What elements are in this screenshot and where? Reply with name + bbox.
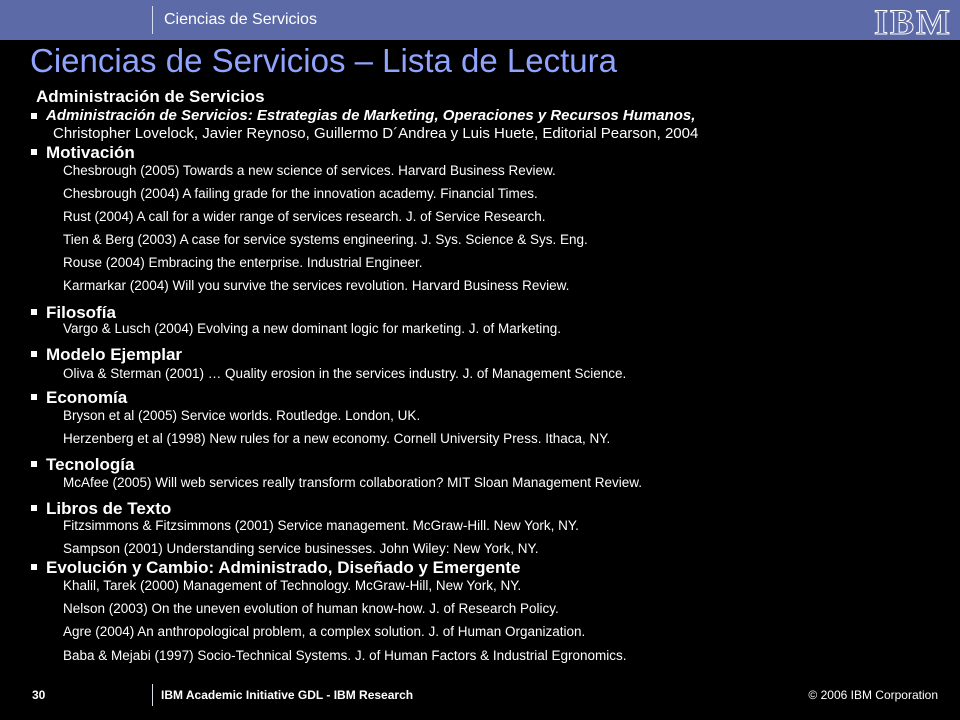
section-subtitle: Administración de Servicios	[36, 87, 265, 106]
reference-item: McAfee (2005) Will web services really transform collaboration? MIT Sloan Management Review.	[63, 475, 642, 490]
section-heading: Modelo Ejemplar	[46, 345, 183, 364]
ibm-logo: IBM	[874, 2, 952, 42]
footer-divider	[152, 684, 153, 706]
section-heading: Evolución y Cambio: Administrado, Diseñado y Emergente	[46, 558, 521, 577]
reference-item: Vargo & Lusch (2004) Evolving a new dominant logic for marketing. J. of Marketing.	[63, 321, 561, 336]
reference-item: Rust (2004) A call for a wider range of services research. J. of Service Research.	[63, 209, 546, 224]
copyright: © 2006 IBM Corporation	[808, 688, 938, 702]
bullet-icon	[31, 113, 37, 119]
header-divider	[152, 6, 153, 34]
bullet-icon	[31, 309, 37, 315]
reference-item: Sampson (2001) Understanding service businesses. John Wiley: New York, NY.	[63, 541, 539, 556]
header-bar	[0, 0, 960, 40]
section-heading: Economía	[46, 388, 128, 407]
bullet-icon	[31, 564, 37, 570]
footer-center-text: IBM Academic Initiative GDL - IBM Research	[161, 688, 414, 702]
reference-item: Baba & Mejabi (1997) Socio-Technical Systems. J. of Human Factors & Industrial Egronomics.	[63, 648, 627, 663]
reference-item: Agre (2004) An anthropological problem, a complex solution. J. of Human Organization.	[63, 624, 586, 639]
reference-item: Nelson (2003) On the uneven evolution of human know-how. J. of Research Policy.	[63, 601, 559, 616]
bullet-icon	[31, 149, 37, 155]
reference-item: Tien & Berg (2003) A case for service systems engineering. J. Sys. Science & Sys. Eng.	[63, 232, 588, 247]
bullet-icon	[31, 394, 37, 400]
page-number: 30	[32, 688, 46, 702]
reference-item: Fitzsimmons & Fitzsimmons (2001) Service management. McGraw-Hill. New York, NY.	[63, 518, 579, 533]
reference-item: Chesbrough (2004) A failing grade for the innovation academy. Financial Times.	[63, 186, 538, 201]
reference-item: Chesbrough (2005) Towards a new science of services. Harvard Business Review.	[63, 163, 556, 178]
reference-item: Khalil, Tarek (2000) Management of Technology. McGraw-Hill, New York, NY.	[63, 578, 522, 593]
series-title: Ciencias de Servicios	[164, 11, 317, 28]
section-heading: Filosofía	[46, 303, 116, 322]
reference-item: Oliva & Sterman (2001) … Quality erosion in the services industry. J. of Management Science.	[63, 366, 627, 381]
section-heading: Libros de Texto	[46, 499, 172, 518]
reference-item: Bryson et al (2005) Service worlds. Routledge. London, UK.	[63, 408, 421, 423]
book-title: Administración de Servicios: Estrategias de Marketing, Operaciones y Recursos Humanos,	[46, 107, 696, 124]
slide-title: Ciencias de Servicios – Lista de Lectura	[30, 42, 617, 79]
section-heading: Tecnología	[46, 455, 135, 474]
book-authors: Christopher Lovelock, Javier Reynoso, Guillermo D´Andrea y Luis Huete, Editorial Pearson, 2004	[53, 125, 699, 142]
reference-item: Herzenberg et al (1998) New rules for a new economy. Cornell University Press. Ithaca, NY.	[63, 431, 611, 446]
bullet-icon	[31, 461, 37, 467]
section-heading: Motivación	[46, 143, 135, 162]
bullet-icon	[31, 351, 37, 357]
bullet-icon	[31, 505, 37, 511]
reference-item: Rouse (2004) Embracing the enterprise. Industrial Engineer.	[63, 255, 423, 270]
reference-item: Karmarkar (2004) Will you survive the services revolution. Harvard Business Review.	[63, 278, 570, 293]
